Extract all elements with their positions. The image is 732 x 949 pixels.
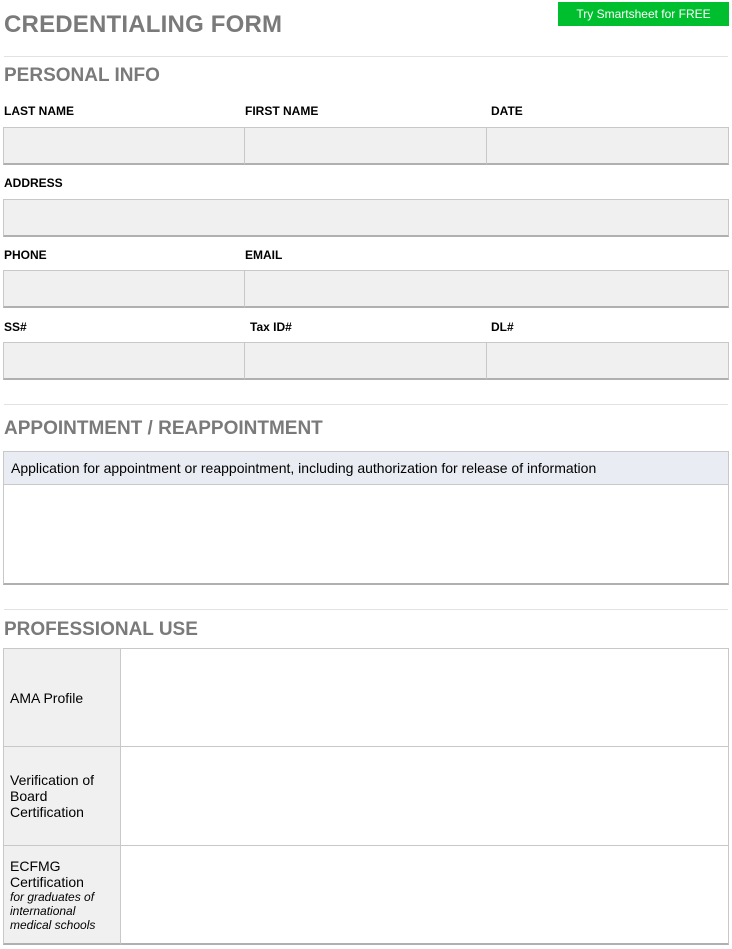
section-heading-professional-use: PROFESSIONAL USE [4, 619, 198, 640]
divider [4, 56, 728, 57]
email-field[interactable] [245, 270, 729, 308]
ama-profile-label [3, 648, 121, 747]
email-label: EMAIL [245, 248, 283, 262]
ecfmg-certification-label [3, 846, 121, 945]
appointment-input-area[interactable] [3, 485, 729, 585]
section-heading-personal-info: PERSONAL INFO [4, 65, 160, 86]
row-note-text: for graduates of international medical schools [10, 889, 96, 932]
ss-label: SS# [4, 320, 27, 334]
board-certification-label [3, 747, 121, 846]
dl-field[interactable] [487, 342, 729, 380]
date-field[interactable] [487, 127, 729, 165]
first-name-label: FIRST NAME [245, 104, 319, 118]
ecfmg-certification-field[interactable] [121, 846, 729, 945]
address-label: ADDRESS [4, 176, 63, 190]
board-certification-field[interactable] [121, 747, 729, 846]
divider [4, 609, 728, 610]
first-name-field[interactable] [245, 127, 487, 165]
phone-label: PHONE [4, 248, 47, 262]
section-heading-appointment: APPOINTMENT / REAPPOINTMENT [4, 418, 323, 439]
ama-profile-field[interactable] [121, 648, 729, 747]
tax-id-field[interactable] [245, 342, 487, 380]
ss-field[interactable] [3, 342, 245, 380]
row-label-text: AMA Profile [10, 689, 84, 706]
appointment-description: Application for appointment or reappointment, including authorization for release of information [3, 451, 729, 485]
date-label: DATE [491, 104, 523, 118]
page-title: CREDENTIALING FORM [4, 11, 283, 38]
dl-label: DL# [491, 320, 514, 334]
last-name-field[interactable] [3, 127, 245, 165]
phone-field[interactable] [3, 270, 245, 308]
row-label-text: ECFMG Certification [10, 857, 84, 890]
last-name-label: LAST NAME [4, 104, 74, 118]
try-smartsheet-button[interactable]: Try Smartsheet for FREE [558, 2, 729, 26]
row-label-text: Verification of Board Certification [10, 772, 95, 820]
divider [4, 404, 728, 405]
tax-id-label: Tax ID# [250, 320, 292, 334]
address-field[interactable] [3, 199, 729, 237]
